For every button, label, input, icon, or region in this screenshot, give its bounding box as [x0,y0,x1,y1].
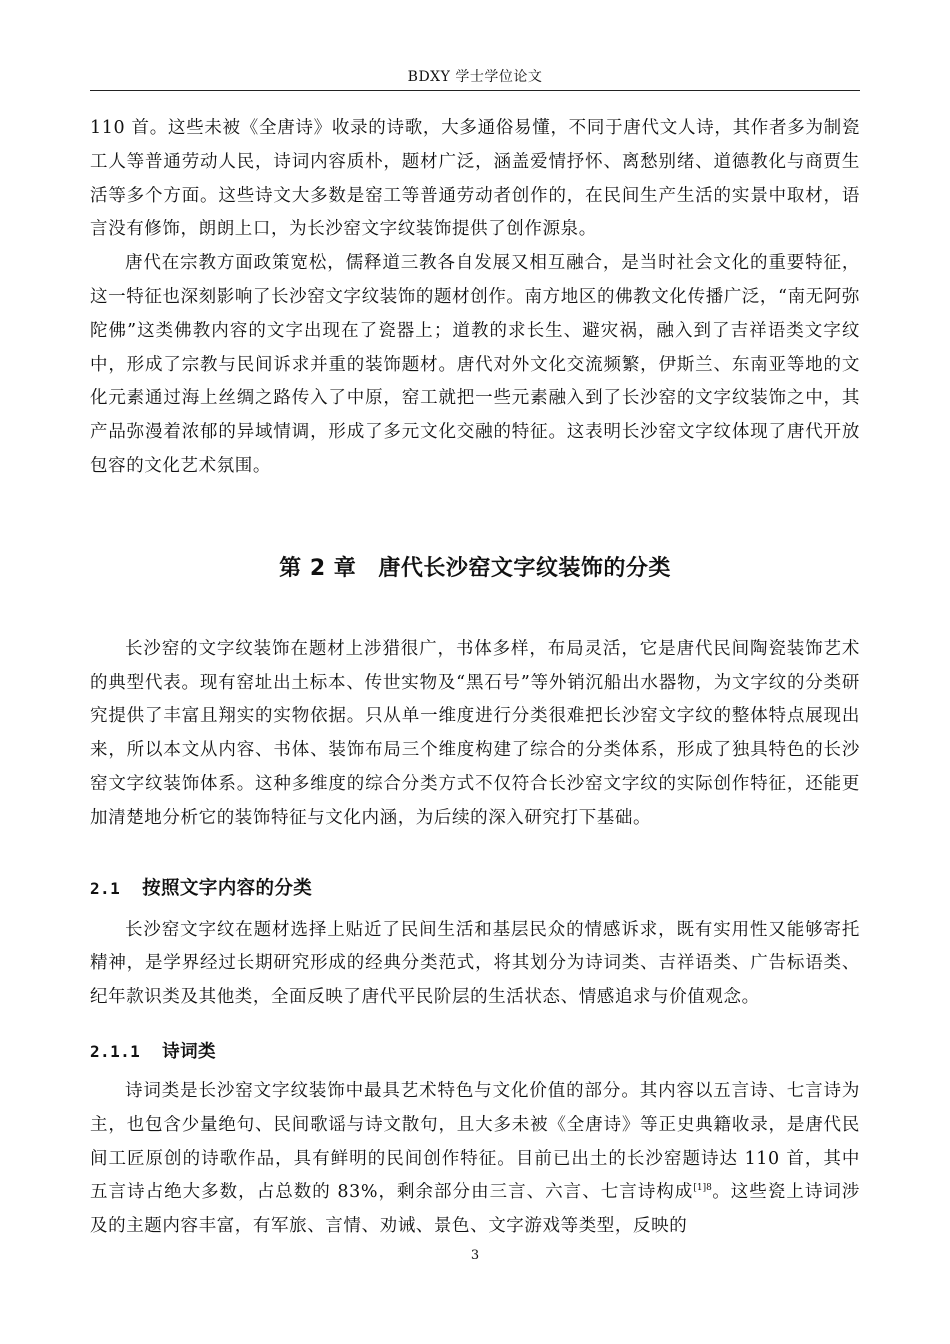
poetry-text-end: 。这些瓷上诗词涉及的主题内容丰富，有军旅、言情、劝诫、景色、文字游戏等类型，反映的 [90,1182,860,1237]
chapter-title: 唐代长沙窑文字纹装饰的分类 [378,555,671,581]
paragraph-continuation: 110 首。这些未被《全唐诗》收录的诗歌，大多通俗易懂，不同于唐代文人诗，其作者多为制瓷工人等普通劳动人民，诗词内容质朴，题材广泛，涵盖爱情抒怀、离愁别绪、道德教化与商贾生活等多个方面。这些诗文大多数是窑工等普通劳动者创作的，在民间生产生活的实景中取材，语言没有修饰，朗朗上口，为长沙窑文字纹装饰提供了创作源泉。 [90,118,860,240]
subsection-heading-2-1-1 [90,1037,860,1067]
section-title: 按照文字内容的分类 [142,877,313,899]
paragraph-chapter-intro: 长沙窑的文字纹装饰在题材上涉猎很广，书体多样，布局灵活，它是唐代民间陶瓷装饰艺术的典型代表。现有窑址出土标本、传世实物及“黑石号”等外销沉船出水器物，为文字纹的分类研究提供了丰富且翔实的实物依据。只从单一维度进行分类很难把长沙窑文字纹的整体特点展现出来，所以本文从内容、书体、装饰布局三个维度构建了综合的分类体系，形成了独具特色的长沙窑文字纹装饰体系。这种多维度的综合分类方式不仅符合长沙窑文字纹的实际创作特征，还能更加清楚地分析它的装饰特征与文化内涵，为后续的深入研究打下基础。 [90,638,860,828]
paragraph-content-classification: 长沙窑文字纹在题材选择上贴近了民间生活和基层民众的情感诉求，既有实用性又能够寄托精神，是学界经过长期研究形成的经典分类范式，将其划分为诗词类、吉祥语类、广告标语类、纪年款识类及其他类，全面反映了唐代平民阶层的生活状态、情感追求与价值观念。 [90,919,860,1008]
subsection-number: 2.1.1 [90,1041,141,1061]
paragraph-poetry [90,1075,860,1244]
section-number: 2.1 [90,878,121,898]
page-body [90,112,860,1244]
citation-reference[interactable]: [1]8 [693,1183,712,1194]
subsection-title: 诗词类 [162,1041,216,1062]
chapter-number: 第 2 章 [279,555,357,581]
chapter-heading [90,553,860,585]
paragraph-religion: 唐代在宗教方面政策宽松，儒释道三教各自发展又相互融合，是当时社会文化的重要特征，这一特征也深刻影响了长沙窑文字纹装饰的题材创作。南方地区的佛教文化传播广泛，“南无阿弥陀佛”这类佛教内容的文字出现在了瓷器上；道教的求长生、避灾祸，融入到了吉祥语类文字纹中，形成了宗教与民间诉求并重的装饰题材。唐代对外文化交流频繁，伊斯兰、东南亚等地的文化元素通过海上丝绸之路传入了中原，窑工就把一些元素融入到了长沙窑的文字纹装饰之中，其产品弥漫着浓郁的异域情调，形成了多元文化交融的特征。这表明长沙窑文字纹体现了唐代开放包容的文化艺术氛围。 [90,253,860,476]
page-number: 3 [470,1248,480,1263]
poetry-text: 诗词类是长沙窑文字纹装饰中最具艺术特色与文化价值的部分。其内容以五言诗、七言诗为主，也包含少量绝句、民间歌谣与诗文散句，且大多未被《全唐诗》等正史典籍收录，是唐代民间工匠原创的诗歌作品，具有鲜明的民间创作特征。目前已出土的长沙窑题诗达 110 首，其中五言诗占绝大多数，占总数的 83%，剩余部分由三言、六言、七言诗构成 [90,1080,860,1203]
header-title: BDXY 学士学位论文 [407,69,543,85]
running-header [90,64,860,91]
section-heading-2-1 [90,874,860,904]
